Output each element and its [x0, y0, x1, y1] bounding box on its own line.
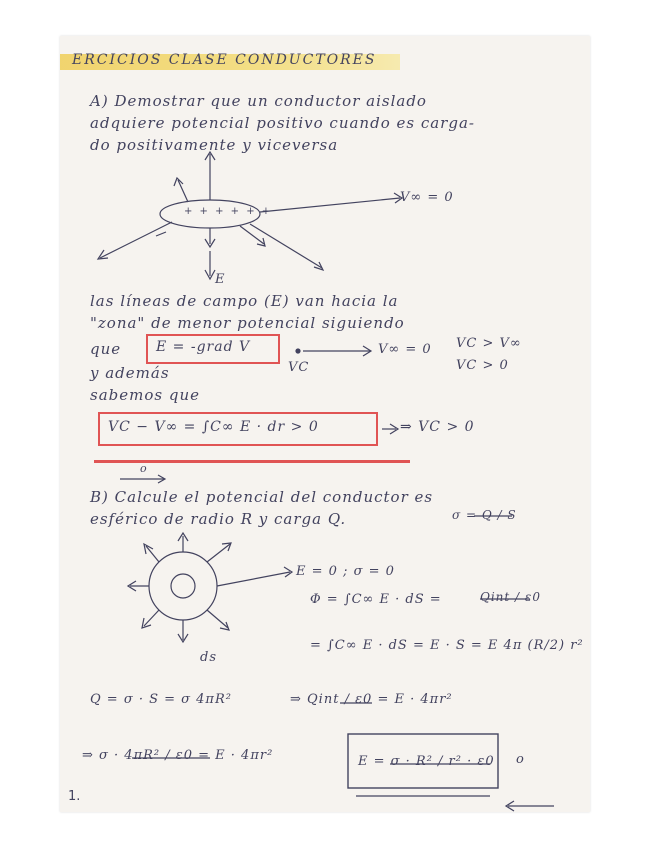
part-a-line-2: adquiere potencial positivo cuando es carga-: [90, 114, 475, 132]
sigma-definition: σ = Q / S: [452, 508, 517, 522]
v-infinity-label: V∞ = 0: [400, 190, 454, 205]
inequality-1: VC > V∞: [456, 336, 522, 351]
final-result: E = σ · R² / r² · ε0: [358, 754, 495, 769]
part-b-line-1: B) Calcule el potencial del conductor es: [90, 488, 434, 506]
small-o: o: [140, 462, 148, 475]
charge-rhs: ⇒ Qint / ε0 = E · 4πr²: [290, 692, 453, 707]
flux-rhs: Qint / ε0: [480, 590, 541, 604]
final-tail: o: [516, 752, 525, 767]
part-b-line-2: esférico de radio R y carga Q.: [90, 510, 347, 528]
inner-sphere: [171, 574, 195, 598]
flux-equation-2: = ∫C∞ E · dS = E · S = E 4π (R/2) r²: [310, 638, 584, 653]
implies-vc-positive: ⇒ VC > 0: [400, 419, 475, 435]
charge-equation: Q = σ · S = σ 4πR²: [90, 692, 232, 707]
final-lhs: ⇒ σ · 4πR² / ε0 = E · 4πr²: [82, 748, 274, 763]
explanation-that: que: [90, 340, 122, 358]
ds-label: ds: [200, 650, 217, 665]
part-a-line-3: do positivamente y viceversa: [90, 136, 339, 154]
explanation-line-5: sabemos que: [90, 386, 200, 404]
integral-formula: VC − V∞ = ∫C∞ E · dr > 0: [108, 419, 319, 435]
part-a-line-1: A) Demostrar que un conductor aislado: [90, 92, 427, 110]
vc-label: VC: [288, 360, 310, 375]
explanation-line-2: "zona" de menor potencial siguiendo: [90, 314, 405, 332]
explanation-line-4: y además: [90, 364, 170, 382]
charges-label: + + + + + +: [184, 206, 273, 217]
gauss-sphere: [149, 552, 217, 620]
page-number: 1.: [68, 789, 81, 804]
explanation-line-1: las líneas de campo (E) van hacia la: [90, 292, 399, 310]
e-field-label: E: [215, 272, 226, 287]
page-title: ERCICIOS CLASE CONDUCTORES: [72, 52, 377, 68]
vc-arrow-label: V∞ = 0: [378, 342, 432, 357]
grad-formula: E = -grad V: [156, 339, 251, 355]
inequality-2: VC > 0: [456, 358, 509, 373]
flux-equation: Φ = ∫C∞ E · dS =: [310, 592, 442, 607]
notebook-page: [60, 36, 590, 812]
e-zero-label: E = 0 ; σ = 0: [296, 564, 395, 579]
